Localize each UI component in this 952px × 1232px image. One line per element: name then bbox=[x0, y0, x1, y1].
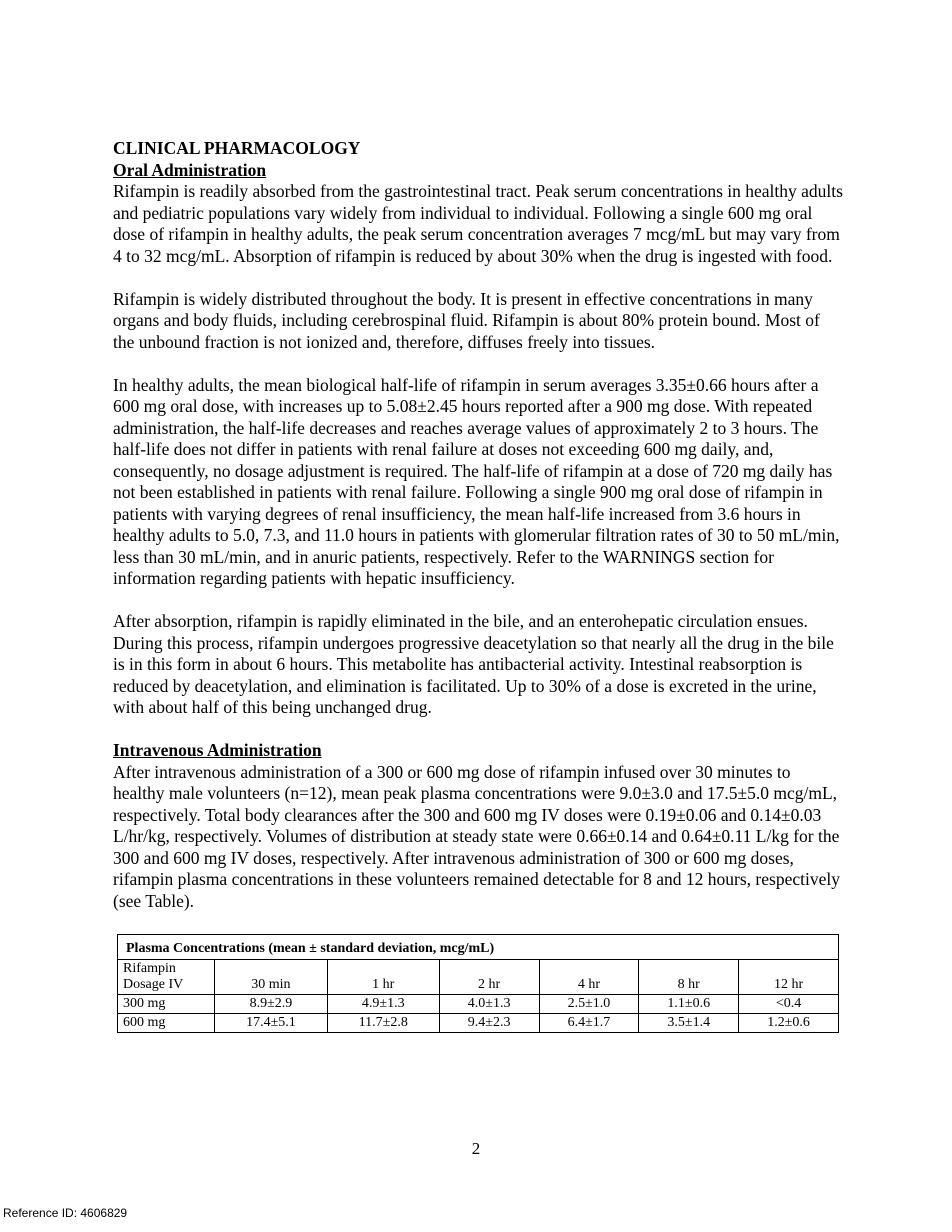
dose-cell: 300 mg bbox=[118, 995, 215, 1014]
reference-id: Reference ID: 4606829 bbox=[3, 1206, 128, 1220]
oral-paragraph-2: Rifampin is widely distributed throughout the body. It is present in effective concentrations in many organs and body fluids, including cerebrospinal fluid. Rifampin is about 80% protein bound. Most of the unbound fraction is not ionized and, therefore, diffuses freely into tissues. bbox=[113, 288, 820, 352]
table-row bbox=[118, 1014, 839, 1033]
dose-cell: 600 mg bbox=[118, 1014, 215, 1033]
value-cell: 4.0±1.3 bbox=[439, 995, 539, 1014]
oral-paragraph-4: After absorption, rifampin is rapidly eliminated in the bile, and an enterohepatic circulation ensues. During this process, rifampin undergoes progressive deacetylation so that nearly all the drug in the bile is in this form in about 6 hours. This metabolite has antibacterial activity. Intestinal reabsorption is reduced by deacetylation, and elimination is facilitated. Up to 30% of a dose is excreted in the urine, with about half of this being unchanged drug. bbox=[113, 611, 834, 717]
oral-paragraph-1: Rifampin is readily absorbed from the gastrointestinal tract. Peak serum concentrations in healthy adults and pediatric populations vary widely from individual to individual. Following a single 600 mg oral dose of rifampin in healthy adults, the peak serum concentration averages 7 mcg/mL but may vary from 4 to 32 mcg/mL. Absorption of rifampin is reduced by about 30% when the drug is ingested with food. bbox=[113, 181, 843, 266]
value-cell: 9.4±2.3 bbox=[439, 1014, 539, 1033]
value-cell: 6.4±1.7 bbox=[539, 1014, 639, 1033]
column-header: 4 hr bbox=[539, 960, 639, 995]
document-page bbox=[113, 138, 843, 1033]
page-number: 2 bbox=[471, 1139, 481, 1158]
value-cell: 2.5±1.0 bbox=[539, 995, 639, 1014]
value-cell: 11.7±2.8 bbox=[327, 1014, 439, 1033]
row-header-cell bbox=[118, 960, 215, 995]
value-cell: <0.4 bbox=[739, 995, 839, 1014]
column-header: 8 hr bbox=[639, 960, 739, 995]
column-header: 2 hr bbox=[439, 960, 539, 995]
column-header: 1 hr bbox=[327, 960, 439, 995]
oral-administration-heading: Oral Administration bbox=[113, 159, 267, 180]
plasma-concentrations-table bbox=[117, 934, 839, 1033]
row-header-line2: Dosage IV bbox=[123, 977, 184, 992]
value-cell: 4.9±1.3 bbox=[327, 995, 439, 1014]
iv-paragraph: After intravenous administration of a 300 or 600 mg dose of rifampin infused over 30 minutes to healthy male volunteers (n=12), mean peak plasma concentrations were 9.0±3.0 and 17.5±5.0 mcg/mL, respectively. Total body clearances after the 300 and 600 mg IV doses were 0.19±0.06 and 0.14±0.03 L/hr/kg, respectively. Volumes of distribution at steady state were 0.66±0.14 and 0.64±0.11 L/kg for the 300 and 600 mg IV doses, respectively. After intravenous administration of 300 or 600 mg doses, rifampin plasma concentrations in these volunteers remained detectable for 8 and 12 hours, respectively (see Table). bbox=[113, 761, 840, 911]
table-caption: Plasma Concentrations (mean ± standard deviation, mcg/mL) bbox=[118, 935, 839, 960]
value-cell: 1.1±0.6 bbox=[639, 995, 739, 1014]
section-title: CLINICAL PHARMACOLOGY bbox=[113, 138, 361, 158]
table-row bbox=[118, 995, 839, 1014]
intravenous-administration-heading: Intravenous Administration bbox=[113, 740, 322, 760]
value-cell: 1.2±0.6 bbox=[739, 1014, 839, 1033]
column-header: 30 min bbox=[215, 960, 328, 995]
oral-paragraph-3: In healthy adults, the mean biological half-life of rifampin in serum averages 3.35±0.66 hours after a 600 mg oral dose, with increases up to 5.08±2.45 hours reported after a 900 mg dose. With repeated administration, the half-life decreases and reaches average values of approximately 2 to 3 hours. The half-life does not differ in patients with renal failure at doses not exceeding 600 mg daily, and, consequently, no dosage adjustment is required. The half-life of rifampin at a dose of 720 mg daily has not been established in patients with renal failure. Following a single 900 mg oral dose of rifampin in patients with varying degrees of renal insufficiency, the mean half-life increased from 3.6 hours in healthy adults to 5.0, 7.3, and 11.0 hours in patients with glomerular filtration rates of 30 to 50 mL/min, less than 30 mL/min, and in anuric patients, respectively. Refer to the WARNINGS section for information regarding patients with hepatic insufficiency. bbox=[113, 374, 840, 588]
value-cell: 3.5±1.4 bbox=[639, 1014, 739, 1033]
row-header-line1: Rifampin bbox=[123, 961, 176, 976]
column-header: 12 hr bbox=[739, 960, 839, 995]
value-cell: 17.4±5.1 bbox=[215, 1014, 328, 1033]
value-cell: 8.9±2.9 bbox=[215, 995, 328, 1014]
